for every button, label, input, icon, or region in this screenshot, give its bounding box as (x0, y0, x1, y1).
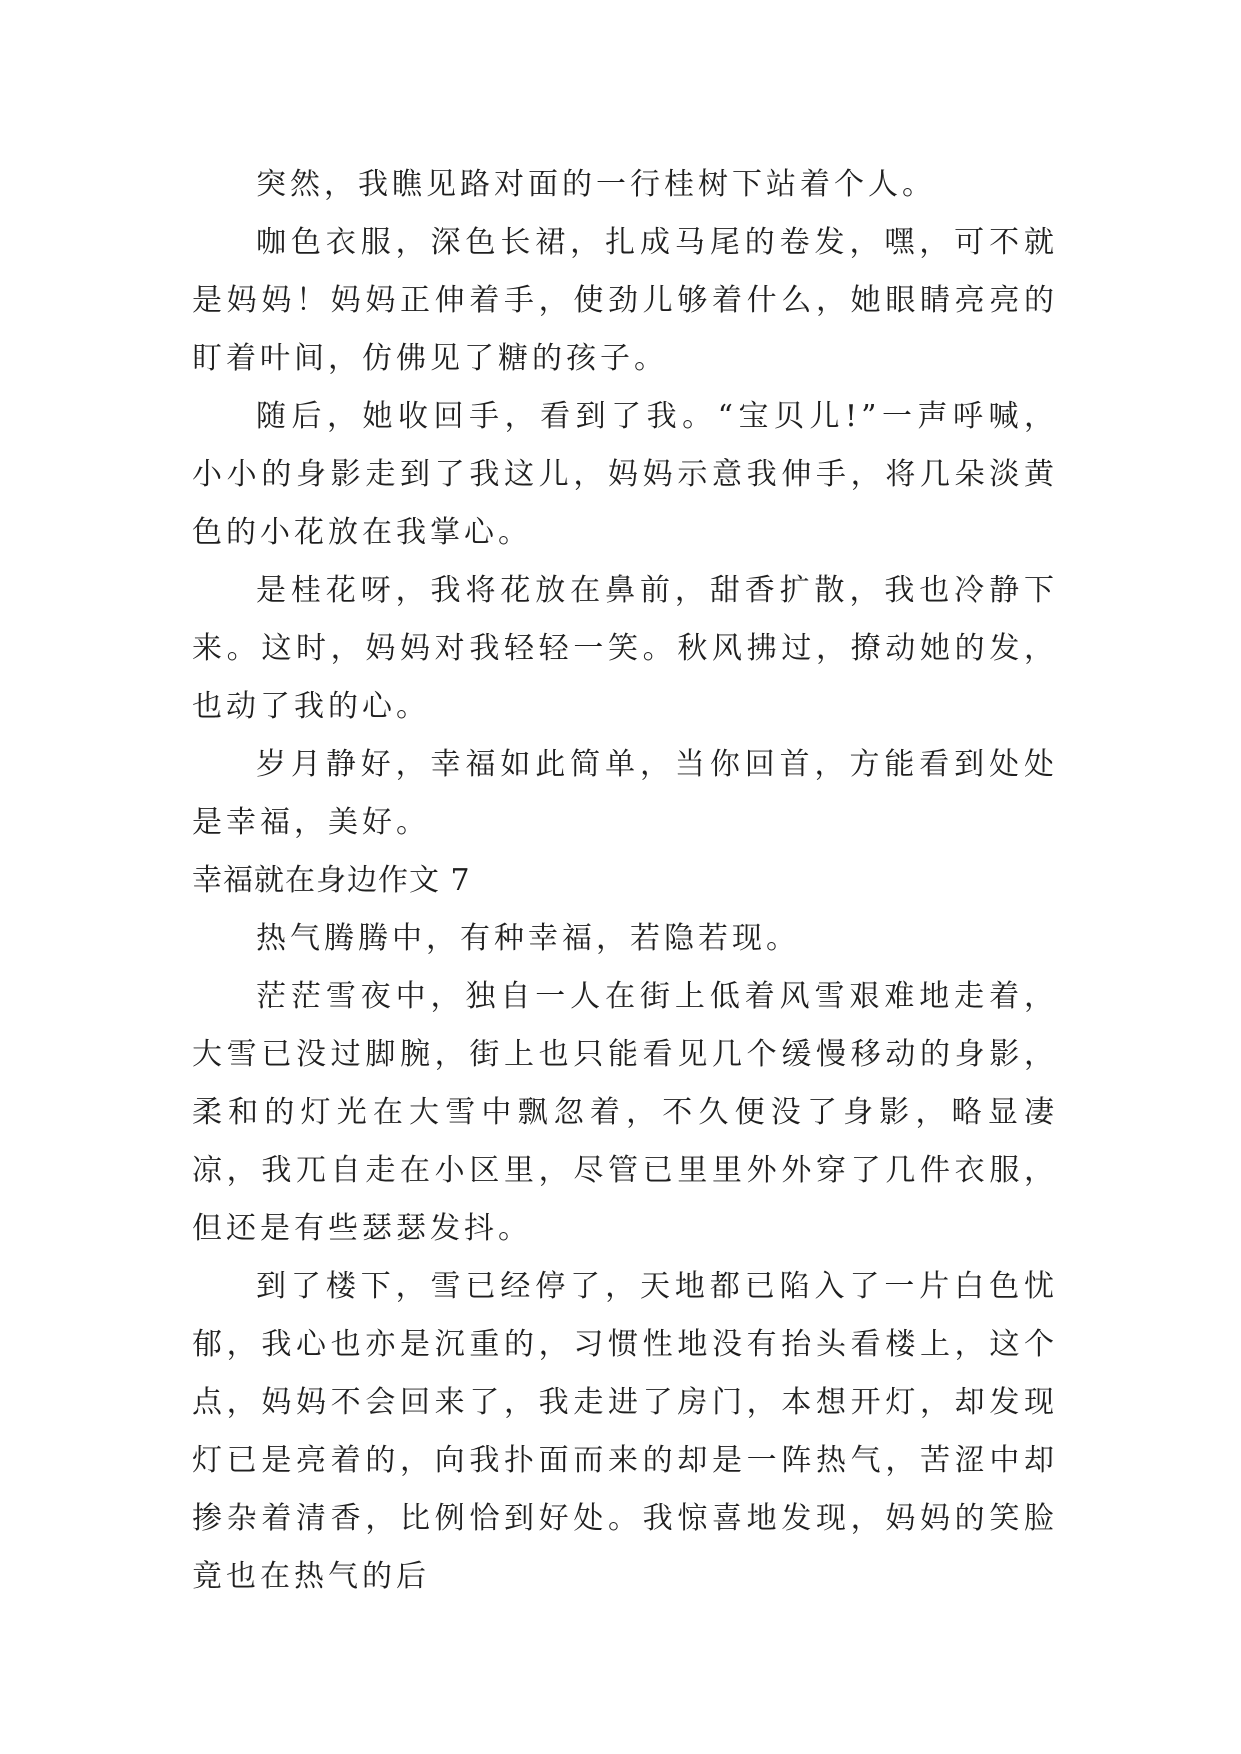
paragraph: 到了楼下，雪已经停了，天地都已陷入了一片白色忧郁，我心也亦是沉重的，习惯性地没有抬头看楼上，这个点，妈妈不会回来了，我走进了房门，本想开灯，却发现灯已是亮着的，向我扑面而来的却是一阵热气，苦涩中却掺杂着清香，比例恰到好处。我惊喜地发现，妈妈的笑脸竟也在热气的后 (192, 1269, 1058, 1594)
paragraph: 茫茫雪夜中，独自一人在街上低着风雪艰难地走着，大雪已没过脚腕，街上也只能看见几个缓慢移动的身影，柔和的灯光在大雪中飘忽着，不久便没了身影，略显凄凉，我兀自走在小区里，尽管已里里外外穿了几件衣服，但还是有些瑟瑟发抖。 (192, 979, 1058, 1246)
paragraph: 随后，她收回手，看到了我。“宝贝儿!”一声呼喊，小小的身影走到了我这儿，妈妈示意我伸手，将几朵淡黄色的小花放在我掌心。 (192, 399, 1058, 550)
paragraph: 咖色衣服，深色长裙，扎成马尾的卷发，嘿，可不就是妈妈！妈妈正伸着手，使劲儿够着什么，她眼睛亮亮的盯着叶间，仿佛见了糖的孩子。 (192, 225, 1058, 376)
section-heading: 幸福就在身边作文 7 (192, 863, 471, 898)
paragraph: 岁月静好，幸福如此简单，当你回首，方能看到处处是幸福，美好。 (192, 747, 1058, 840)
paragraph: 热气腾腾中，有种幸福，若隐若现。 (256, 921, 800, 956)
paragraph: 是桂花呀，我将花放在鼻前，甜香扩散，我也冷静下来。这时，妈妈对我轻轻一笑。秋风拂过，撩动她的发，也动了我的心。 (192, 573, 1058, 724)
paragraph: 突然，我瞧见路对面的一行桂树下站着个人。 (256, 167, 936, 202)
document-body (192, 156, 1058, 1606)
